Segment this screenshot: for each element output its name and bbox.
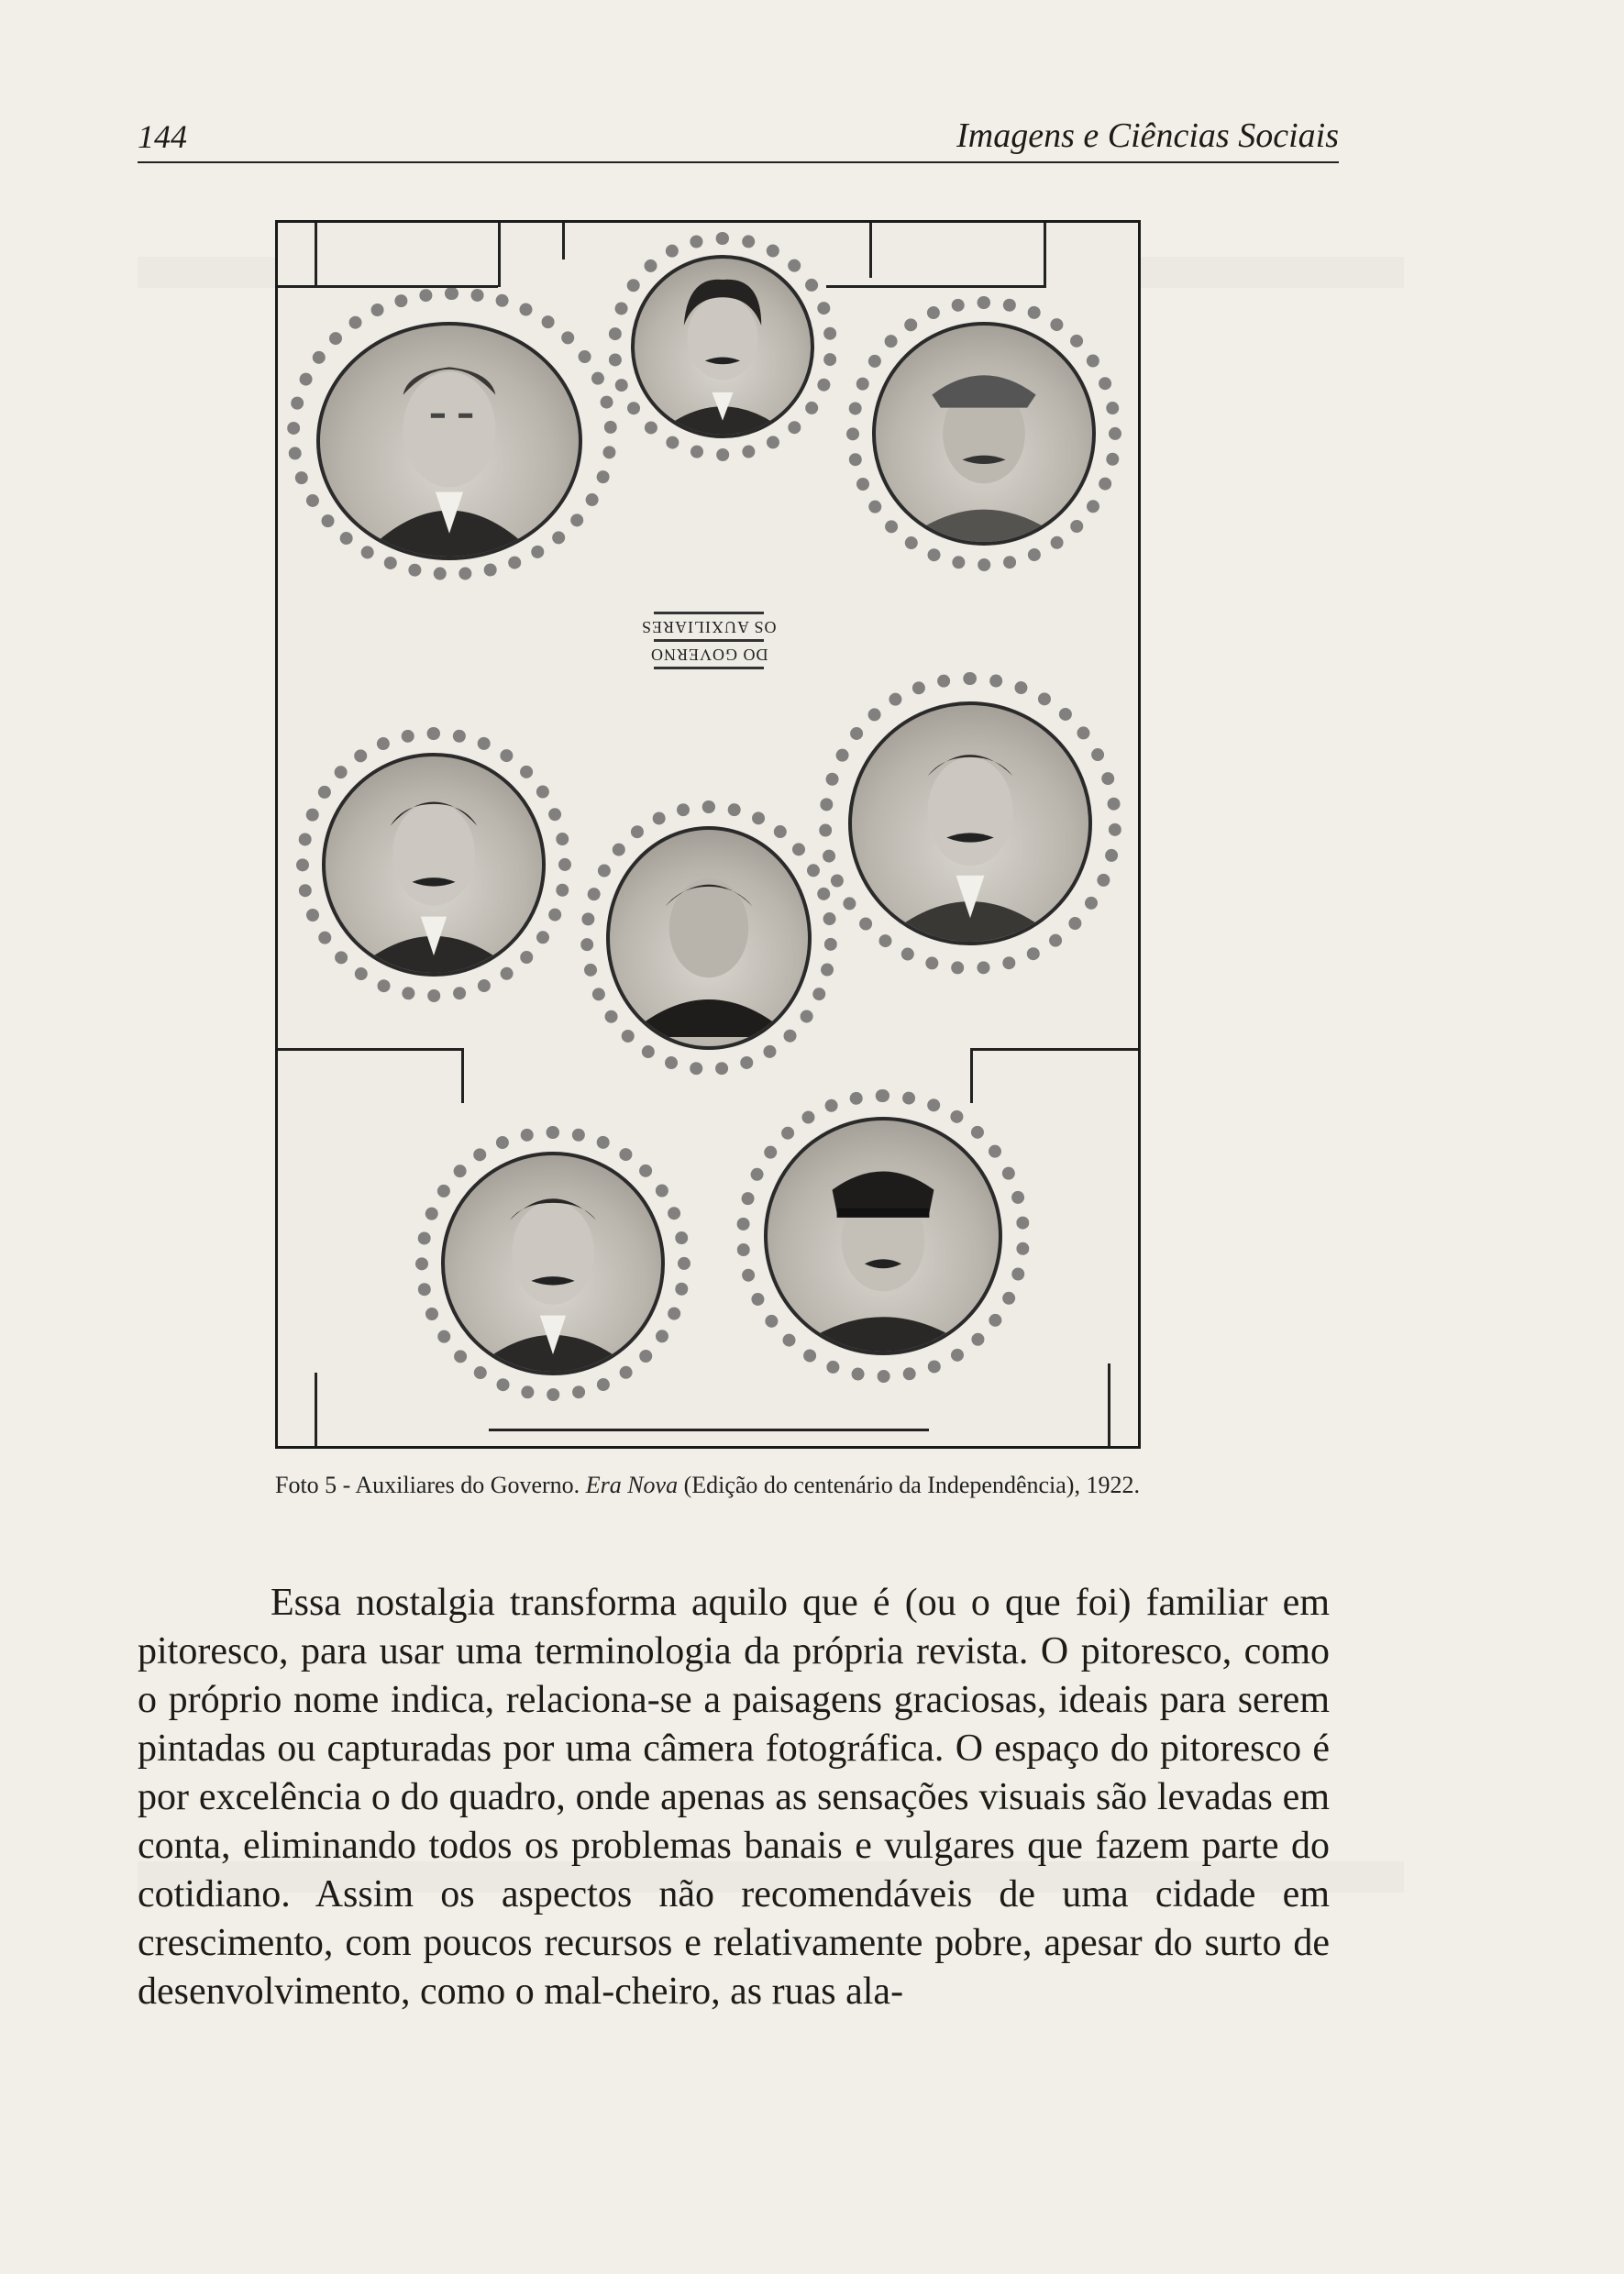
portrait-photo	[322, 753, 546, 977]
portrait-photo	[631, 255, 814, 438]
corner-ornament	[315, 223, 317, 287]
portrait-photo	[316, 322, 582, 560]
portrait-officer-icon	[876, 326, 1092, 542]
figure-caption	[275, 1472, 1320, 1499]
portrait-man-icon	[610, 830, 808, 1046]
portrait-man-icon	[326, 756, 542, 973]
sign-rule	[654, 612, 764, 614]
portrait-man-icon	[320, 326, 579, 557]
portrait-photo	[441, 1152, 665, 1375]
center-sign	[640, 585, 778, 695]
portrait-officer-icon	[768, 1120, 999, 1352]
corner-ornament	[869, 223, 872, 278]
portrait-photo	[606, 826, 812, 1050]
portrait-man-icon	[445, 1155, 661, 1372]
sign-rule	[654, 667, 764, 669]
body-text	[138, 1579, 1330, 2016]
sign-line: DO GOVERNO	[649, 645, 768, 664]
body-paragraph: Essa nostalgia transforma aquilo que é (ou o que foi) familiar em pitoresco, para usar uma terminologia da própria revista. O pitoresco, como o próprio nome indica, relaciona-se a paisagens graciosas, ideais para serem pintadas ou capturadas por uma câmera fotográfica. O espaço do pitoresco é por excelência o do quadro, onde apenas as sensações visuais são levadas em conta, eliminando todos os problemas banais e vulgares que fazem parte do cotidiano. Assim os aspectos não recomendáveis de uma cidade em crescimento, com poucos recursos e relativamente pobre, apesar do surto de desenvolvimento, como o mal-cheiro, as ruas ala-	[138, 1582, 1330, 2013]
portrait-photo	[872, 322, 1096, 546]
caption-prefix: Foto 5 - Auxiliares do Governo.	[275, 1472, 586, 1498]
sign-rule	[654, 639, 764, 642]
caption-magazine: Era Nova	[585, 1472, 679, 1498]
portrait-man-icon	[635, 259, 811, 435]
corner-ornament	[489, 1429, 929, 1431]
running-title: Imagens e Ciências Sociais	[956, 116, 1339, 155]
portrait-photo	[848, 701, 1092, 945]
portrait-man-icon	[852, 705, 1088, 942]
corner-ornament	[826, 285, 1046, 288]
caption-suffix: (Edição do centenário da Independência), 1922.	[678, 1472, 1140, 1498]
corner-ornament	[461, 1048, 464, 1103]
corner-ornament	[970, 1048, 973, 1103]
corner-ornament	[1044, 223, 1046, 287]
sign-line: OS AUXILIARES	[641, 617, 777, 636]
page-header	[138, 110, 1339, 163]
corner-ornament	[973, 1048, 1138, 1051]
page-number: 144	[138, 118, 187, 155]
corner-ornament	[315, 1373, 317, 1446]
photo-plate	[275, 220, 1141, 1449]
corner-ornament	[1108, 1363, 1110, 1446]
corner-ornament	[562, 223, 565, 259]
portrait-photo	[764, 1117, 1002, 1355]
corner-ornament	[498, 223, 501, 287]
corner-ornament	[278, 1048, 461, 1051]
